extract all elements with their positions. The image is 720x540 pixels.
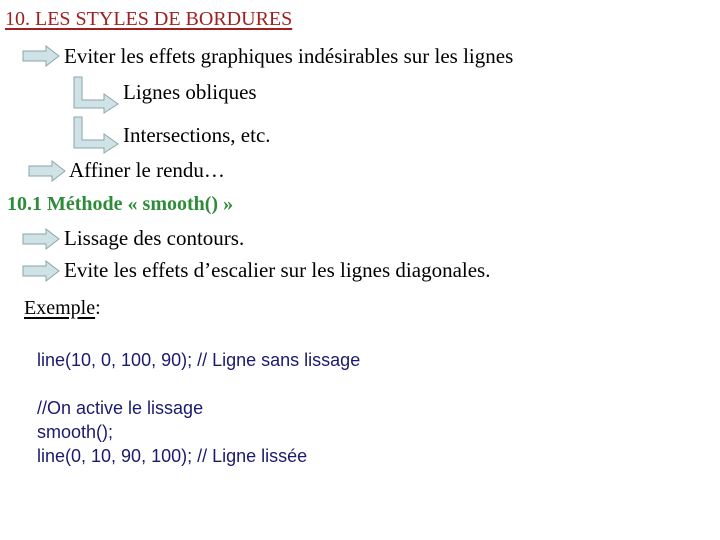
right-arrow-icon (22, 228, 60, 250)
page-title: 10. LES STYLES DE BORDURES (5, 8, 293, 30)
right-arrow-icon (22, 260, 60, 282)
code-line: line(10, 0, 100, 90); // Ligne sans lissage (37, 350, 361, 370)
bullet-text: Eviter les effets graphiques indésirables sur les lignes (64, 44, 514, 68)
right-arrow-icon (28, 160, 66, 182)
elbow-arrow-icon (72, 116, 120, 154)
example-label-text: Exemple (24, 297, 96, 319)
example-label-colon: : (95, 297, 101, 319)
section-bullet-text: Evite les effets d’escalier sur les lignes diagonales. (64, 258, 491, 282)
example-label (24, 297, 101, 320)
code-line: //On active le lissage (37, 398, 204, 418)
sub-bullet-text: Intersections, etc. (123, 123, 271, 147)
right-arrow-icon (22, 45, 60, 67)
code-line: smooth(); (37, 422, 114, 442)
code-line: line(0, 10, 90, 100); // Ligne lissée (37, 446, 308, 466)
section-title: 10.1 Méthode « smooth() » (7, 193, 234, 215)
sub-bullet-text: Lignes obliques (123, 80, 257, 104)
section-bullet-text: Lissage des contours. (64, 226, 245, 250)
elbow-arrow-icon (72, 76, 120, 114)
bullet-text: Affiner le rendu… (69, 158, 225, 182)
